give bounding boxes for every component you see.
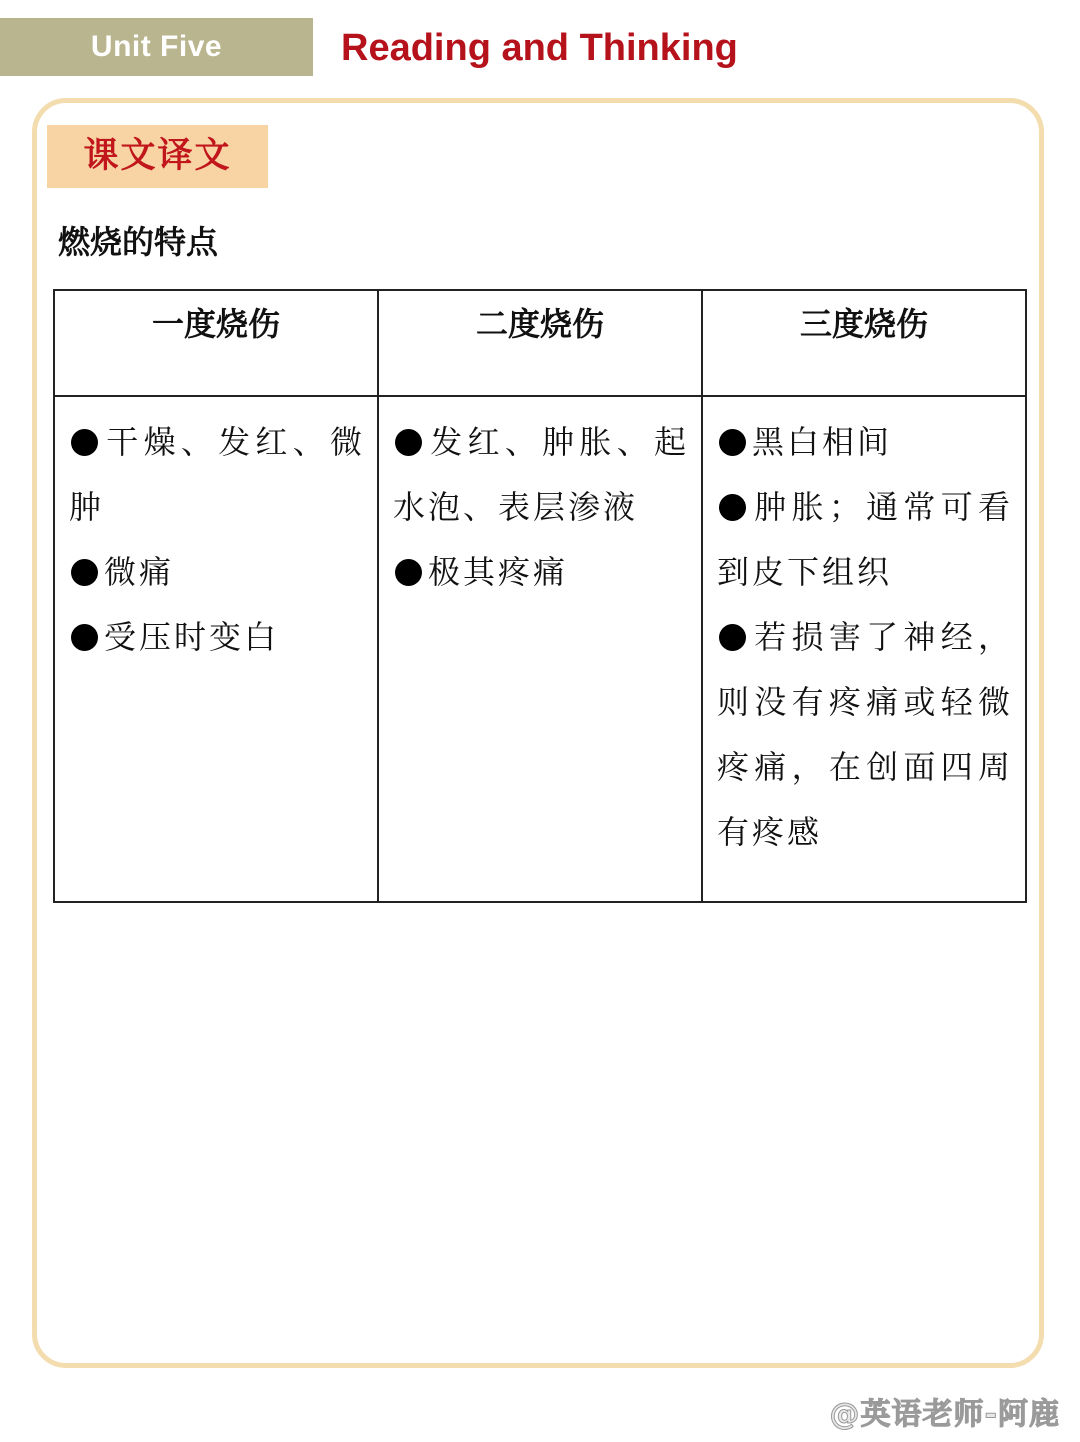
cell-first-degree: [54, 396, 378, 902]
bullet-icon: [71, 624, 98, 651]
section-title: Reading and Thinking: [341, 27, 738, 69]
bullet-text: 微痛: [104, 553, 175, 591]
list-item: [69, 540, 365, 605]
list-item: [717, 410, 1013, 475]
header-second-degree: 二度烧伤: [378, 290, 702, 396]
unit-label: Unit Five: [0, 18, 313, 76]
bullet-text: 黑白相间: [752, 423, 893, 461]
bullet-text: 肿胀；通常可看到皮下组织: [717, 488, 1013, 591]
burn-degree-table: [53, 289, 1027, 903]
list-item: [393, 540, 689, 605]
list-item: [69, 410, 365, 540]
cell-second-degree: [378, 396, 702, 902]
header-first-degree: 一度烧伤: [54, 290, 378, 396]
bullet-icon: [719, 429, 746, 456]
bullet-text: 受压时变白: [104, 618, 280, 656]
page-subtitle: 燃烧的特点: [58, 223, 219, 261]
bullet-text: 干燥、发红、微肿: [69, 423, 365, 526]
list-item: [393, 410, 689, 540]
bullet-text: 极其疼痛: [428, 553, 569, 591]
bullet-icon: [71, 559, 98, 586]
table-header-row: [54, 290, 1026, 396]
cell-third-degree: [702, 396, 1026, 902]
bullet-icon: [719, 624, 746, 651]
list-item: [69, 605, 365, 670]
bullet-icon: [719, 494, 746, 521]
bullet-icon: [395, 429, 422, 456]
bullet-text: 发红、肿胀、起水泡、表层渗液: [393, 423, 689, 526]
list-item: [717, 605, 1013, 865]
bullet-text: 若损害了神经，则没有疼痛或轻微疼痛，在创面四周有疼感: [717, 618, 1013, 851]
header-third-degree: 三度烧伤: [702, 290, 1026, 396]
table-row: [54, 396, 1026, 902]
bullet-icon: [71, 429, 98, 456]
author-watermark: @英语老师-阿鹿: [829, 1397, 1060, 1432]
list-item: [717, 475, 1013, 605]
translation-tag: 课文译文: [47, 125, 268, 188]
bullet-icon: [395, 559, 422, 586]
